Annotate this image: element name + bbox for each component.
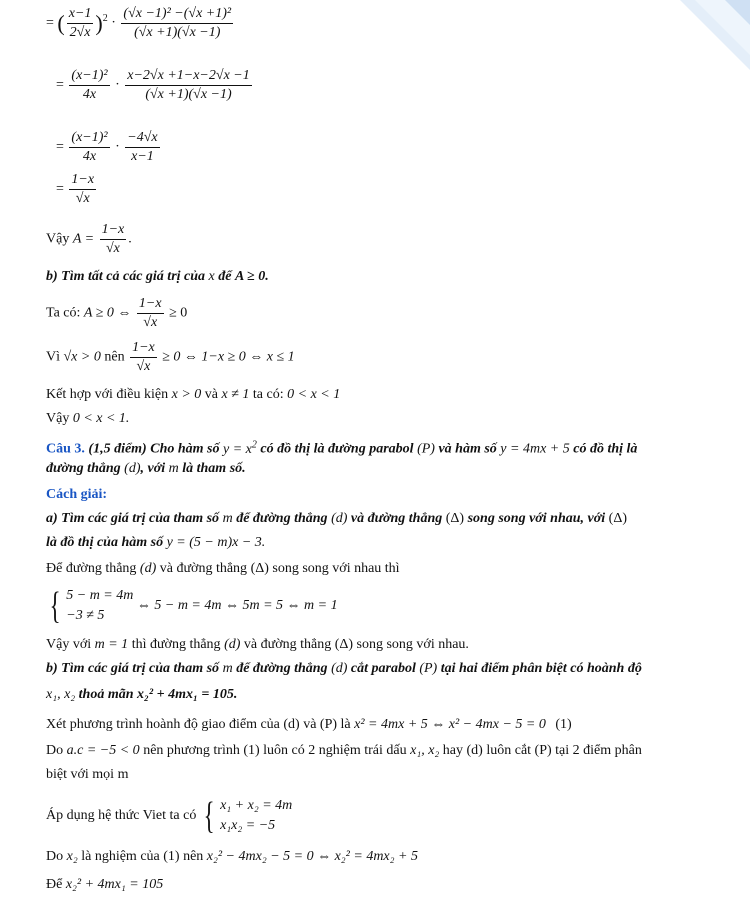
corner-decoration (640, 0, 750, 110)
conclusion-a: Vậy A = $\frac{1-x}{√x}$ . (46, 222, 132, 256)
part3b-heading-1: b) Tìm các giá trị của tham số m để đường thẳng (d) cắt parabol (P) tại hai điểm phân biệt có hoành độ (46, 661, 642, 676)
part3a-heading-1: a) Tìm các giá trị của tham số m để đường thẳng (d) và đường thẳng (Δ) song song với nhau, với (Δ) (46, 511, 627, 526)
eq-line-2: = $\frac{\text{(x−1)²}}{4x}$ · $\frac{x-2√x +1-x-2√x -1}{(√x +1)(√x -1)}$ (56, 68, 250, 102)
part-b-heading: b) Tìm tất cả các giá trị của x để A ≥ 0. (46, 269, 269, 284)
cach-giai-heading: Cách giải: (46, 487, 108, 502)
part3a-conclusion: Vậy với m = 1 thì đường thẳng (d) và đường thẳng (Δ) song song với nhau. (46, 637, 469, 652)
part3b-viet: Áp dụng hệ thức Viet ta có { x₁ + x₂ = 4m x₁x₂ = −5 (46, 795, 293, 837)
part-b-conclusion: Vậy 0 < x < 1. (46, 411, 130, 426)
eq-line-3: = $\frac{\text{(x−1)²}}{4x}$ · $\frac{-4√x}{x-1}$ (56, 130, 158, 164)
part-b-kethop: Kết hợp với điều kiện x > 0 và x ≠ 1 ta có: 0 < x < 1 (46, 387, 341, 402)
cau3-line-1: Câu 3. (1,5 điểm) Cho hàm số $y = x^2$ có đồ thị là đường parabol (P) và hàm số y = 4mx + 5 có đồ thị là (46, 439, 638, 457)
part3b-de: Để x₂² + 4mx₁ = 105 (46, 877, 164, 892)
part3a-heading-2: là đồ thị của hàm số y = (5 − m)x − 3. (46, 535, 266, 550)
part3a-system: { 5 − m = 4m −3 ≠ 5 ⇔ 5 − m = 4m ⇔ 5m = 5 ⇔ m = 1 (49, 585, 338, 627)
eq-line-1: = ( $\frac{x-1}{2√x}$ )$^2$ · $\frac{\text{(√x −1)² −(√x +1)²}}{(√x +1)(√x -1)}$ (46, 6, 232, 40)
eq-line-4: = $\frac{1-x}{√x}$ (56, 172, 95, 206)
part-b-vi: Vì √x > 0 nên $\frac{1-x}{√x}$ ≥ 0 ⇔ 1−x ≥ 0 ⇔ x ≤ 1 (46, 340, 295, 374)
part3b-heading-2: x₁, x₂ thoả mãn x₂² + 4mx₁ = 105. (46, 687, 238, 702)
part3b-do2: Do x₂ là nghiệm của (1) nên x₂² − 4mx₂ − 5 = 0 ⇔ x₂² = 4mx₂ + 5 (46, 849, 418, 864)
cau3-line-2: đường thẳng (d), với m là tham số. (46, 461, 246, 476)
part3b-do-2: biệt với mọi m (46, 767, 129, 782)
part3b-xet: Xét phương trình hoành độ giao điểm của (d) và (P) là x² = 4mx + 5 ⇔ x² − 4mx − 5 = 0 (1) (46, 717, 572, 732)
part3b-do-1: Do a.c = −5 < 0 nên phương trình (1) luôn có 2 nghiệm trái dấu x₁, x₂ hay (d) luôn cắt (P) tại 2 điểm phân (46, 743, 642, 758)
part-b-taco: Ta có: A ≥ 0 ⇔ $\frac{1-x}{√x}$ ≥ 0 (46, 296, 188, 330)
part3a-condition: Để đường thẳng (d) và đường thẳng (Δ) song song với nhau thì (46, 561, 400, 576)
